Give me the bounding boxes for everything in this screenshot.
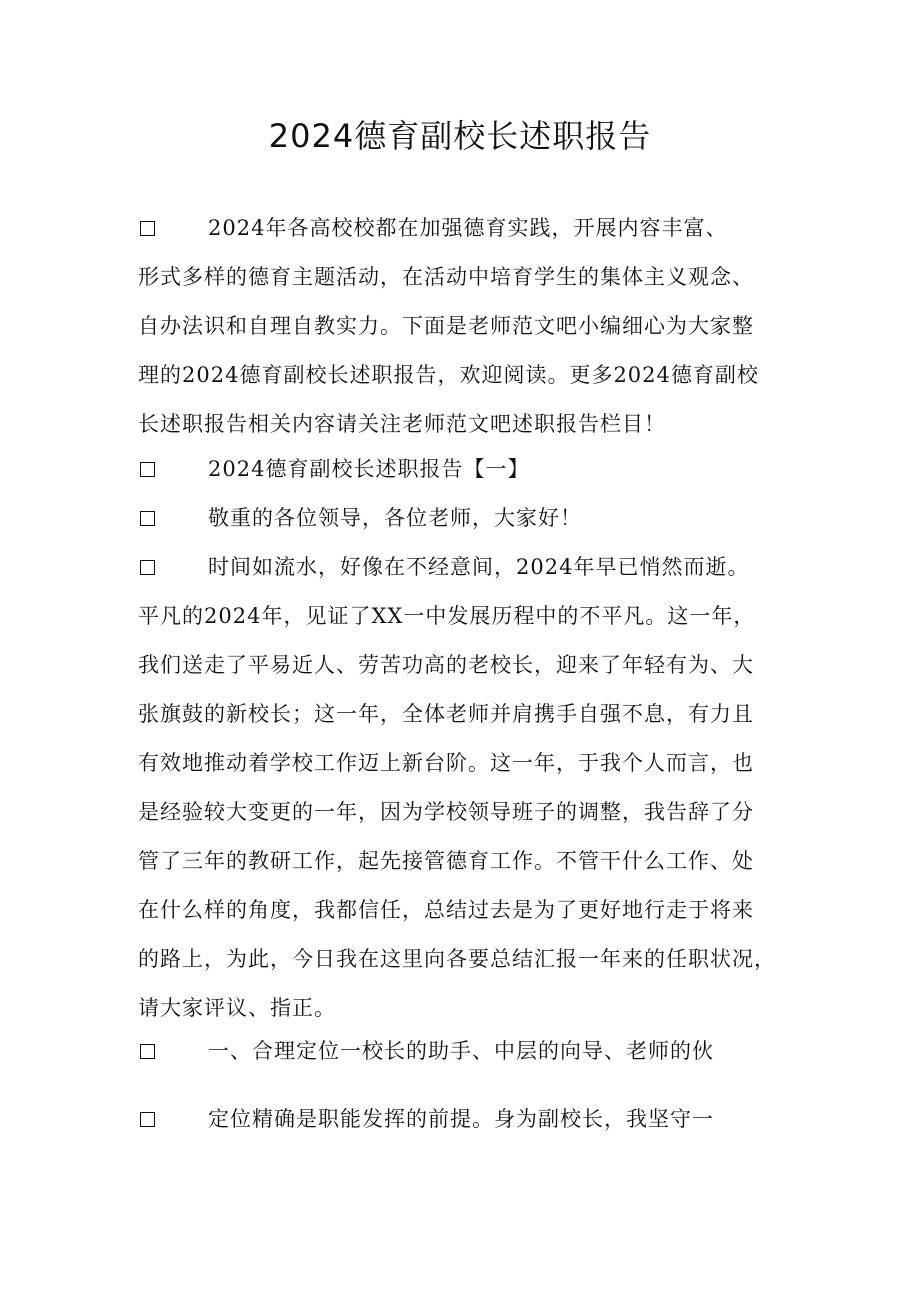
paragraph-line: 自办法识和自理自教实力。下面是老师范文吧小编细心为大家整 (138, 314, 754, 338)
paragraph-line: 2024年各高校校都在加强德育实践，开展内容丰富、 (208, 216, 728, 240)
section-heading: 2024德育副校长述职报告【一】 (208, 457, 530, 481)
paragraph-line: 在什么样的角度，我都信任，总结过去是为了更好地行走于将来 (138, 898, 754, 922)
paragraph-line: 是经验较大变更的一年，因为学校领导班子的调整，我告辞了分 (138, 800, 754, 824)
checkbox-icon (140, 1044, 155, 1059)
document-title: 2024德育副校长述职报告 (268, 117, 652, 155)
paragraph-line: 请大家评议、指正。 (138, 996, 336, 1020)
checkbox-icon (140, 560, 155, 575)
section-heading: 一、合理定位一校长的助手、中层的向导、老师的伙 (208, 1039, 714, 1063)
checkbox-icon (140, 462, 155, 477)
paragraph-line: 形式多样的德育主题活动，在活动中培育学生的集体主义观念、 (138, 265, 754, 289)
paragraph-line: 我们送走了平易近人、劳苦功高的老校长，迎来了年轻有为、大 (138, 653, 754, 677)
checkbox-icon (140, 221, 155, 236)
paragraph-line: 敬重的各位领导，各位老师，大家好！ (208, 506, 582, 530)
paragraph-line: 有效地推动着学校工作迈上新台阶。这一年，于我个人而言，也 (138, 751, 754, 775)
paragraph-line: 理的2024德育副校长述职报告，欢迎阅读。更多2024德育副校 (138, 363, 759, 387)
paragraph-line: 定位精确是职能发挥的前提。身为副校长，我坚守一 (208, 1107, 714, 1131)
paragraph-line: 张旗鼓的新校长；这一年，全体老师并肩携手自强不息，有力且 (138, 702, 754, 726)
paragraph-line: 的路上，为此，今日我在这里向各要总结汇报一年来的任职状况， (138, 947, 776, 971)
checkbox-icon (140, 511, 155, 526)
checkbox-icon (140, 1112, 155, 1127)
paragraph-line: 管了三年的教研工作，起先接管德育工作。不管干什么工作、处 (138, 849, 754, 873)
paragraph-line: 长述职报告相关内容请关注老师范文吧述职报告栏目！ (138, 412, 666, 436)
paragraph-line: 时间如流水，好像在不经意间，2024年早已悄然而逝。 (208, 555, 750, 579)
paragraph-line: 平凡的2024年，见证了XX一中发展历程中的不平凡。这一年， (138, 604, 756, 628)
